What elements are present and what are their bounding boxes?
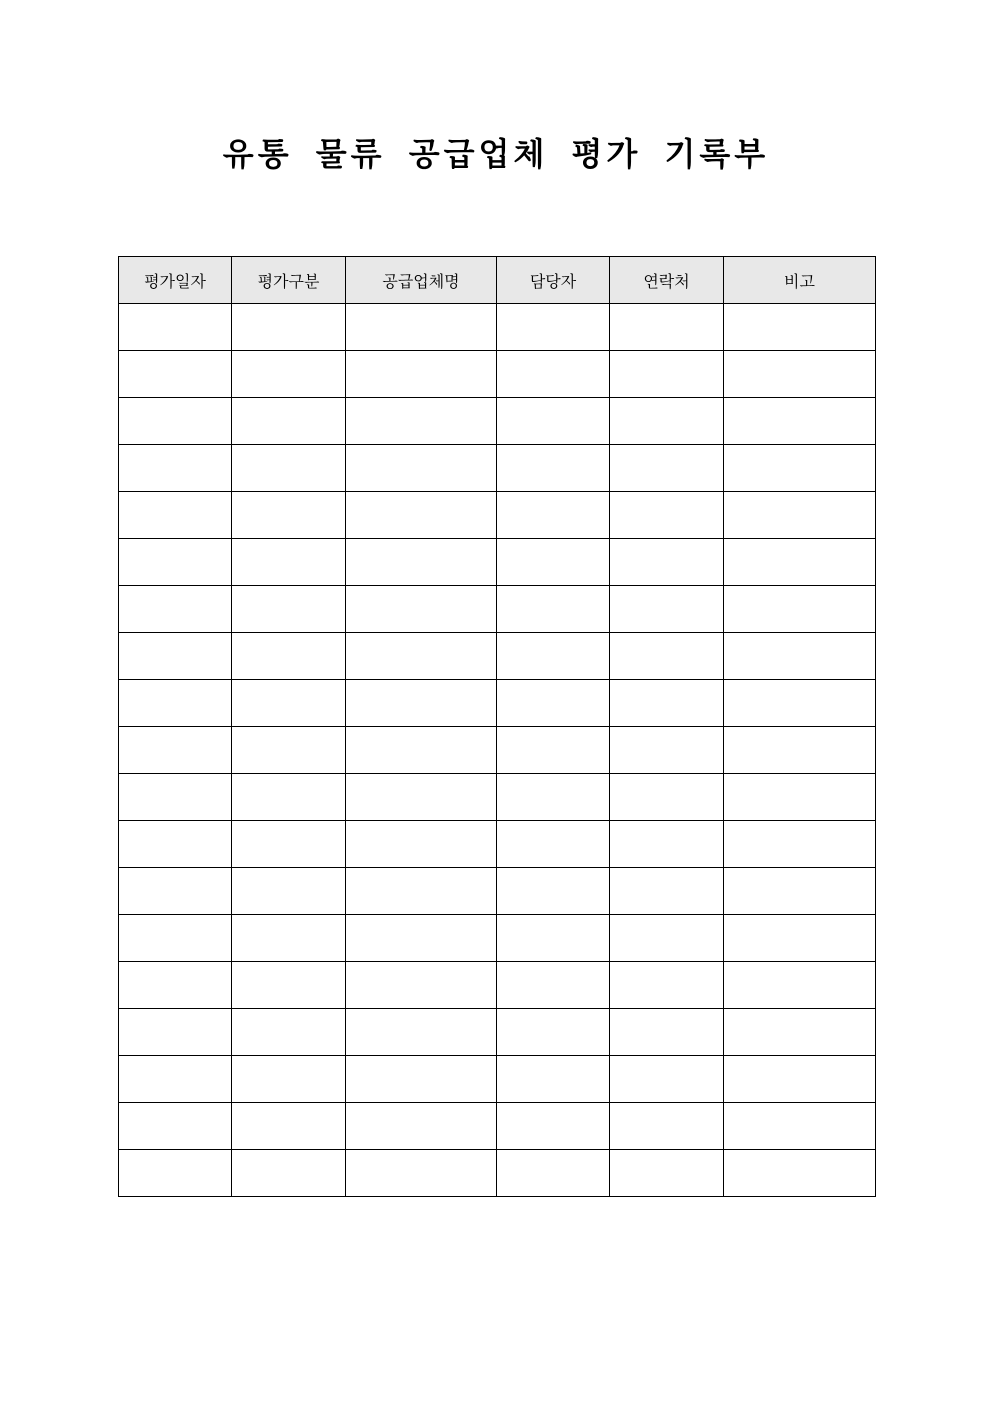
cell-supplier-name[interactable] (346, 351, 497, 398)
cell-supplier-name[interactable] (346, 868, 497, 915)
cell-supplier-name[interactable] (346, 962, 497, 1009)
cell-supplier-name[interactable] (346, 1103, 497, 1150)
cell-supplier-name[interactable] (346, 774, 497, 821)
table-row (119, 304, 876, 351)
evaluation-record-table (118, 256, 876, 1197)
table-row (119, 492, 876, 539)
table-row (119, 1150, 876, 1197)
cell-evaluation-type[interactable] (232, 727, 346, 774)
table-row (119, 915, 876, 962)
cell-contact[interactable] (610, 821, 724, 868)
cell-remarks[interactable] (724, 586, 876, 633)
cell-evaluation-type[interactable] (232, 492, 346, 539)
cell-contact[interactable] (610, 492, 724, 539)
cell-manager[interactable] (497, 868, 610, 915)
table-row (119, 727, 876, 774)
table-row (119, 398, 876, 445)
cell-evaluation-date[interactable] (119, 445, 232, 492)
cell-evaluation-date[interactable] (119, 492, 232, 539)
cell-supplier-name[interactable] (346, 304, 497, 351)
cell-remarks[interactable] (724, 727, 876, 774)
cell-evaluation-type[interactable] (232, 962, 346, 1009)
cell-contact[interactable] (610, 1056, 724, 1103)
cell-manager[interactable] (497, 915, 610, 962)
cell-evaluation-date[interactable] (119, 351, 232, 398)
table-body (119, 304, 876, 1197)
cell-evaluation-date[interactable] (119, 727, 232, 774)
cell-evaluation-type[interactable] (232, 774, 346, 821)
cell-evaluation-type[interactable] (232, 1009, 346, 1056)
cell-evaluation-date[interactable] (119, 586, 232, 633)
cell-evaluation-date[interactable] (119, 680, 232, 727)
cell-remarks[interactable] (724, 398, 876, 445)
cell-manager[interactable] (497, 492, 610, 539)
table-row (119, 868, 876, 915)
cell-remarks[interactable] (724, 774, 876, 821)
table-row (119, 680, 876, 727)
cell-supplier-name[interactable] (346, 398, 497, 445)
cell-evaluation-date[interactable] (119, 398, 232, 445)
cell-contact[interactable] (610, 304, 724, 351)
cell-contact[interactable] (610, 1150, 724, 1197)
header-evaluation-type: 평가구분 (232, 257, 346, 304)
cell-remarks[interactable] (724, 492, 876, 539)
table-row (119, 821, 876, 868)
cell-manager[interactable] (497, 774, 610, 821)
cell-evaluation-date[interactable] (119, 1103, 232, 1150)
cell-remarks[interactable] (724, 868, 876, 915)
cell-supplier-name[interactable] (346, 680, 497, 727)
header-supplier-name: 공급업체명 (346, 257, 497, 304)
cell-evaluation-type[interactable] (232, 351, 346, 398)
cell-contact[interactable] (610, 539, 724, 586)
table-row (119, 1103, 876, 1150)
cell-evaluation-date[interactable] (119, 633, 232, 680)
cell-evaluation-type[interactable] (232, 1056, 346, 1103)
table-row (119, 962, 876, 1009)
cell-contact[interactable] (610, 351, 724, 398)
cell-manager[interactable] (497, 1103, 610, 1150)
header-evaluation-date: 평가일자 (119, 257, 232, 304)
cell-remarks[interactable] (724, 1150, 876, 1197)
cell-supplier-name[interactable] (346, 633, 497, 680)
cell-contact[interactable] (610, 445, 724, 492)
cell-supplier-name[interactable] (346, 1009, 497, 1056)
cell-evaluation-type[interactable] (232, 586, 346, 633)
cell-manager[interactable] (497, 633, 610, 680)
cell-contact[interactable] (610, 1009, 724, 1056)
cell-remarks[interactable] (724, 539, 876, 586)
cell-manager[interactable] (497, 539, 610, 586)
cell-evaluation-type[interactable] (232, 1103, 346, 1150)
cell-evaluation-type[interactable] (232, 915, 346, 962)
cell-contact[interactable] (610, 727, 724, 774)
cell-remarks[interactable] (724, 680, 876, 727)
cell-evaluation-type[interactable] (232, 1150, 346, 1197)
cell-contact[interactable] (610, 915, 724, 962)
cell-remarks[interactable] (724, 1103, 876, 1150)
cell-evaluation-type[interactable] (232, 445, 346, 492)
cell-remarks[interactable] (724, 633, 876, 680)
table-row (119, 351, 876, 398)
cell-manager[interactable] (497, 445, 610, 492)
cell-evaluation-date[interactable] (119, 539, 232, 586)
cell-supplier-name[interactable] (346, 539, 497, 586)
cell-evaluation-type[interactable] (232, 821, 346, 868)
cell-remarks[interactable] (724, 915, 876, 962)
cell-remarks[interactable] (724, 1056, 876, 1103)
table-row (119, 633, 876, 680)
cell-manager[interactable] (497, 1009, 610, 1056)
cell-evaluation-date[interactable] (119, 962, 232, 1009)
cell-remarks[interactable] (724, 304, 876, 351)
cell-manager[interactable] (497, 351, 610, 398)
table-row (119, 1056, 876, 1103)
cell-manager[interactable] (497, 680, 610, 727)
document-title: 유통 물류 공급업체 평가 기록부 (222, 135, 770, 173)
cell-evaluation-date[interactable] (119, 304, 232, 351)
cell-remarks[interactable] (724, 821, 876, 868)
table-row (119, 539, 876, 586)
table-row (119, 774, 876, 821)
cell-evaluation-type[interactable] (232, 304, 346, 351)
cell-evaluation-type[interactable] (232, 680, 346, 727)
cell-evaluation-type[interactable] (232, 539, 346, 586)
cell-supplier-name[interactable] (346, 492, 497, 539)
cell-supplier-name[interactable] (346, 445, 497, 492)
cell-contact[interactable] (610, 680, 724, 727)
cell-evaluation-date[interactable] (119, 868, 232, 915)
cell-evaluation-date[interactable] (119, 915, 232, 962)
header-remarks: 비고 (724, 257, 876, 304)
cell-remarks[interactable] (724, 445, 876, 492)
cell-contact[interactable] (610, 868, 724, 915)
cell-evaluation-date[interactable] (119, 1009, 232, 1056)
cell-evaluation-date[interactable] (119, 774, 232, 821)
cell-evaluation-date[interactable] (119, 1056, 232, 1103)
cell-manager[interactable] (497, 962, 610, 1009)
table-row (119, 445, 876, 492)
cell-supplier-name[interactable] (346, 1150, 497, 1197)
cell-contact[interactable] (610, 774, 724, 821)
cell-supplier-name[interactable] (346, 821, 497, 868)
cell-manager[interactable] (497, 1056, 610, 1103)
cell-manager[interactable] (497, 398, 610, 445)
cell-manager[interactable] (497, 821, 610, 868)
cell-supplier-name[interactable] (346, 727, 497, 774)
cell-evaluation-type[interactable] (232, 633, 346, 680)
table-header-row (119, 257, 876, 304)
cell-contact[interactable] (610, 633, 724, 680)
table-row (119, 586, 876, 633)
table-row (119, 1009, 876, 1056)
cell-contact[interactable] (610, 398, 724, 445)
cell-remarks[interactable] (724, 1009, 876, 1056)
cell-remarks[interactable] (724, 962, 876, 1009)
cell-contact[interactable] (610, 586, 724, 633)
cell-evaluation-type[interactable] (232, 868, 346, 915)
cell-evaluation-type[interactable] (232, 398, 346, 445)
cell-remarks[interactable] (724, 351, 876, 398)
cell-evaluation-date[interactable] (119, 1150, 232, 1197)
header-manager: 담당자 (497, 257, 610, 304)
cell-evaluation-date[interactable] (119, 821, 232, 868)
cell-supplier-name[interactable] (346, 915, 497, 962)
cell-manager[interactable] (497, 1150, 610, 1197)
cell-contact[interactable] (610, 1103, 724, 1150)
cell-contact[interactable] (610, 962, 724, 1009)
cell-supplier-name[interactable] (346, 586, 497, 633)
cell-manager[interactable] (497, 304, 610, 351)
cell-manager[interactable] (497, 727, 610, 774)
header-contact: 연락처 (610, 257, 724, 304)
cell-manager[interactable] (497, 586, 610, 633)
cell-supplier-name[interactable] (346, 1056, 497, 1103)
